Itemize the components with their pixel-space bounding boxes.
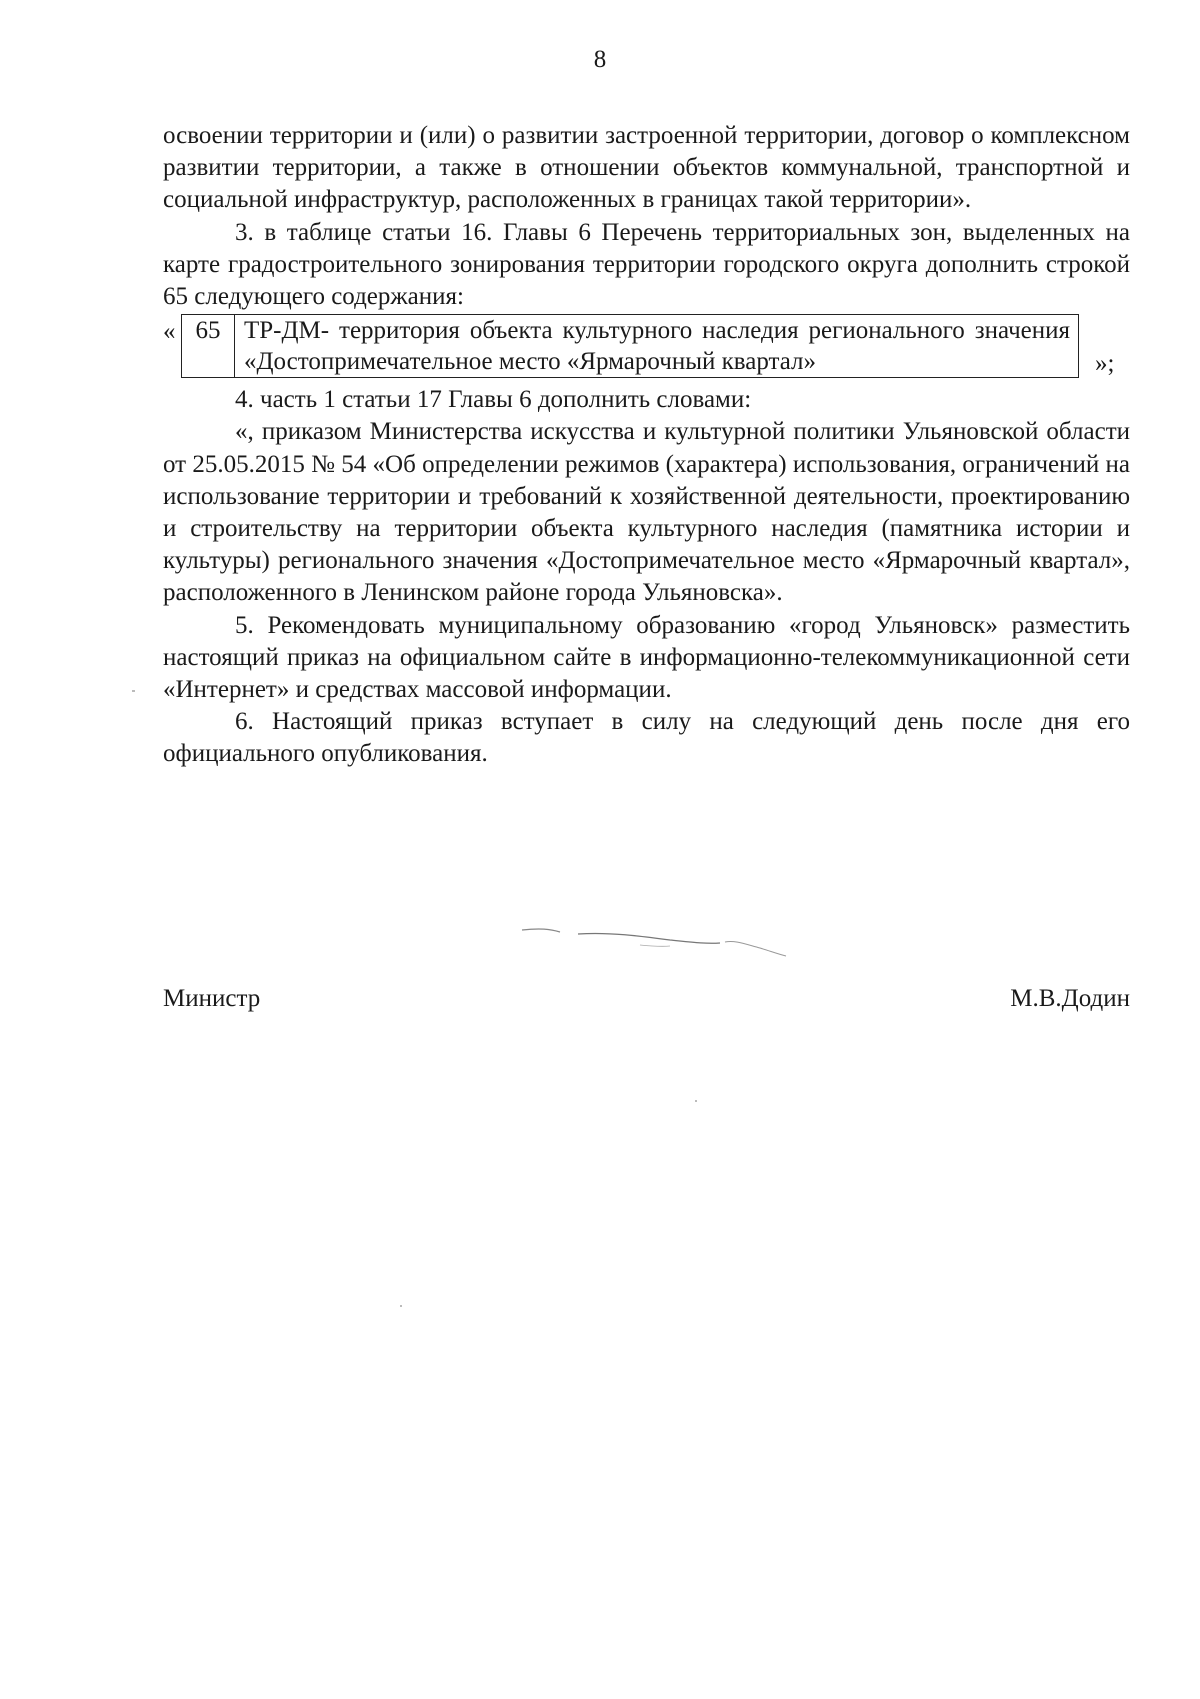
paragraph-inserted-words: «, приказом Министерства искусства и культурной политики Ульяновской области от 25.05.2015 № 54 «Об определении режимов (характера) использования, ограничений на использование территории и требований к хозяйственной деятельности, проектированию и строительству на территории объекта культурного наследия (памятника истории и культуры) регионального значения «Достопримечательное место «Ярмарочный квартал», расположенного в Ленинском районе города Ульяновска». xyxy=(163,418,1130,607)
scan-speck xyxy=(695,1100,697,1102)
table-quote-open: « xyxy=(163,318,176,346)
table-cell-box xyxy=(181,314,1079,378)
handwritten-signature xyxy=(520,920,790,960)
paragraph-item-6: 6. Настоящий приказ вступает в силу на следующий день после дня его официального опубликования. xyxy=(163,708,1130,768)
signatory-name: М.В.Додин xyxy=(1010,985,1130,1012)
document-body xyxy=(163,120,1130,771)
paragraph-item-3: 3. в таблице статьи 16. Главы 6 Перечень территориальных зон, выделенных на карте градостроительного зонирования территории городского округа дополнить строкой 65 следующего содержания: xyxy=(163,218,1130,311)
zone-table-row xyxy=(163,314,1130,380)
page-number: 8 xyxy=(593,46,607,73)
paragraph-continuation: освоении территории и (или) о развитии застроенной территории, договор о комплексном развитии территории, а также в отношении объектов коммунальной, транспортной и социальной инфраструктур, расположенных в границах такой территории». xyxy=(163,122,1130,214)
scan-speck xyxy=(400,1305,402,1307)
paragraph-item-4: 4. часть 1 статьи 17 Главы 6 дополнить словами: xyxy=(235,386,752,414)
table-quote-close: »; xyxy=(1095,350,1115,378)
paragraph-item-5: 5. Рекомендовать муниципальному образованию «город Ульяновск» разместить настоящий приказ на официальном сайте в информационно-телекоммуникационной сети «Интернет» и средствах массовой информации. xyxy=(163,611,1130,704)
scan-speck xyxy=(132,690,135,692)
table-row-number: 65 xyxy=(182,315,235,377)
signatory-position: Министр xyxy=(163,985,261,1012)
table-row-text: ТР-ДМ- территория объекта культурного наследия регионального значения «Достопримечательное место «Ярмарочный квартал» xyxy=(244,317,1070,376)
